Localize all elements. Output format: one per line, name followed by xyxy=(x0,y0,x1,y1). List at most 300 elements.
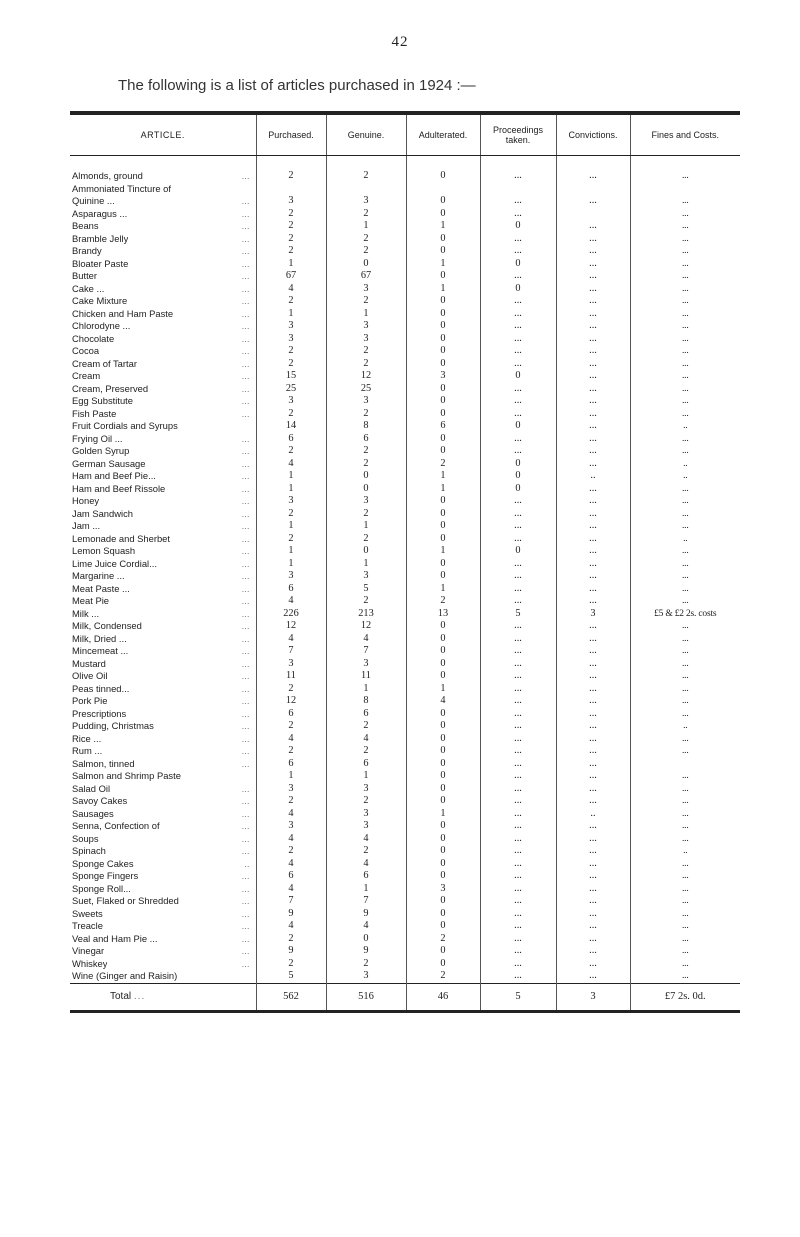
cell-proceedings: ... xyxy=(480,533,556,546)
cell-fines: ... xyxy=(630,595,740,608)
cell-adulterated: 1 xyxy=(406,220,480,233)
cell-fines: ... xyxy=(630,495,740,508)
cell-proceedings: ... xyxy=(480,445,556,458)
table-row xyxy=(70,420,740,433)
total-dots: ... xyxy=(133,991,146,1002)
cell-fines: ... xyxy=(630,270,740,283)
cell-fines: ... xyxy=(630,295,740,308)
total-convictions: 3 xyxy=(556,983,630,1011)
cell-proceedings: ... xyxy=(480,708,556,721)
article-label: Salmon and Shrimp Paste xyxy=(72,770,181,781)
cell-convictions: ... xyxy=(556,320,630,333)
article-leader-dots: ... xyxy=(241,395,250,406)
cell-convictions: ... xyxy=(556,883,630,896)
header-spacer-row xyxy=(70,156,740,171)
article-leader-dots: ... xyxy=(241,645,250,656)
article-label: Rum ... xyxy=(72,745,103,756)
article-leader-dots: ... xyxy=(241,307,250,319)
cell-fines: ... xyxy=(630,833,740,846)
cell-article xyxy=(70,658,256,671)
article-name-wrap xyxy=(72,545,254,558)
article-label: Savoy Cakes xyxy=(72,795,128,806)
article-label: Bloater Paste xyxy=(72,257,129,269)
article-leader-dots: ... xyxy=(241,782,250,794)
cell-proceedings: ... xyxy=(480,358,556,371)
cell-purchased: 4 xyxy=(256,283,326,296)
table-row xyxy=(70,745,740,758)
table-row xyxy=(70,708,740,721)
cell-genuine: 2 xyxy=(326,295,406,308)
cell-adulterated: 0 xyxy=(406,383,480,396)
table-row xyxy=(70,783,740,796)
cell-proceedings: ... xyxy=(480,683,556,696)
table-row xyxy=(70,333,740,346)
article-leader-dots: ... xyxy=(241,245,250,256)
cell-article xyxy=(70,595,256,608)
cell-proceedings: 5 xyxy=(480,608,556,621)
cell-adulterated: 0 xyxy=(406,858,480,871)
article-leader-dots: ... xyxy=(241,532,250,544)
article-name-wrap xyxy=(72,620,254,633)
article-name-wrap xyxy=(72,308,254,321)
total-label-cell xyxy=(70,983,256,1011)
article-label: Lemon Squash xyxy=(72,545,136,556)
article-name-wrap xyxy=(72,833,254,846)
cell-proceedings: ... xyxy=(480,195,556,208)
cell-genuine: 11 xyxy=(326,670,406,683)
cell-convictions: ... xyxy=(556,495,630,508)
table-row xyxy=(70,320,740,333)
article-name-wrap xyxy=(72,520,254,533)
cell-adulterated: 0 xyxy=(406,270,480,283)
article-leader-dots: ... xyxy=(241,432,250,444)
cell-genuine: 12 xyxy=(326,620,406,633)
cell-fines: ... xyxy=(630,620,740,633)
article-leader-dots: ... xyxy=(241,695,250,706)
cell-genuine: 4 xyxy=(326,833,406,846)
article-name-wrap xyxy=(72,383,254,396)
cell-fines: .. xyxy=(630,420,740,433)
article-label: Margarine ... xyxy=(72,570,125,581)
article-leader-dots: ... xyxy=(241,720,250,731)
cell-adulterated: 0 xyxy=(406,295,480,308)
col-header-purchased: Purchased. xyxy=(256,115,326,156)
cell-purchased: 6 xyxy=(256,583,326,596)
table-row xyxy=(70,383,740,396)
cell-purchased: 2 xyxy=(256,345,326,358)
cell-proceedings: ... xyxy=(480,858,556,871)
cell-purchased: 67 xyxy=(256,270,326,283)
article-label: Beans xyxy=(72,220,99,231)
cell-fines: ... xyxy=(630,658,740,671)
cell-article xyxy=(70,170,256,183)
cell-adulterated: 0 xyxy=(406,845,480,858)
cell-genuine: 4 xyxy=(326,633,406,646)
article-leader-dots: ... xyxy=(241,732,250,744)
article-leader-dots: ... xyxy=(241,607,250,619)
table-row xyxy=(70,808,740,821)
article-name-wrap xyxy=(72,933,254,946)
cell-purchased: 1 xyxy=(256,258,326,271)
cell-convictions: 3 xyxy=(556,608,630,621)
table-row xyxy=(70,220,740,233)
article-name-wrap xyxy=(72,183,254,196)
cell-proceedings: ... xyxy=(480,733,556,746)
cell-fines: ... xyxy=(630,233,740,246)
article-label: Fruit Cordials and Syrups xyxy=(72,420,178,431)
cell-adulterated: 0 xyxy=(406,558,480,571)
cell-convictions: ... xyxy=(556,583,630,596)
cell-genuine: 5 xyxy=(326,583,406,596)
cell-adulterated: 0 xyxy=(406,733,480,746)
cell-fines: ... xyxy=(630,483,740,496)
cell-fines: ... xyxy=(630,283,740,296)
table-row xyxy=(70,633,740,646)
cell-article xyxy=(70,295,256,308)
article-label: Asparagus ... xyxy=(72,207,128,219)
cell-purchased: 226 xyxy=(256,608,326,621)
cell-purchased: 4 xyxy=(256,595,326,608)
cell-adulterated: 0 xyxy=(406,495,480,508)
total-label: Total xyxy=(110,991,132,1002)
cell-genuine: 2 xyxy=(326,358,406,371)
article-name-wrap xyxy=(72,370,254,383)
cell-adulterated: 0 xyxy=(406,920,480,933)
cell-purchased: 1 xyxy=(256,308,326,321)
cell-adulterated: 0 xyxy=(406,620,480,633)
cell-adulterated: 0 xyxy=(406,433,480,446)
cell-convictions: ... xyxy=(556,295,630,308)
cell-proceedings: ... xyxy=(480,783,556,796)
cell-article xyxy=(70,333,256,346)
cell-proceedings: ... xyxy=(480,633,556,646)
table-row xyxy=(70,283,740,296)
cell-article xyxy=(70,633,256,646)
cell-article xyxy=(70,420,256,433)
cell-proceedings: ... xyxy=(480,883,556,896)
cell-adulterated: 0 xyxy=(406,958,480,971)
cell-purchased: 6 xyxy=(256,708,326,721)
cell-purchased: 2 xyxy=(256,220,326,233)
cell-purchased: 14 xyxy=(256,420,326,433)
cell-proceedings: ... xyxy=(480,758,556,771)
cell-genuine: 2 xyxy=(326,595,406,608)
cell-genuine: 2 xyxy=(326,745,406,758)
table-row xyxy=(70,483,740,496)
article-label: Lemonade and Sherbet xyxy=(72,532,170,544)
cell-article xyxy=(70,920,256,933)
cell-proceedings: ... xyxy=(480,870,556,883)
article-name-wrap xyxy=(72,645,254,658)
cell-article xyxy=(70,858,256,871)
cell-convictions: ... xyxy=(556,195,630,208)
article-label: Ammoniated Tincture of xyxy=(72,182,172,194)
cell-adulterated: 0 xyxy=(406,508,480,521)
cell-purchased: 3 xyxy=(256,320,326,333)
cell-purchased: 4 xyxy=(256,883,326,896)
article-leader-dots: ... xyxy=(241,557,250,569)
cell-purchased: 2 xyxy=(256,795,326,808)
cell-proceedings: ... xyxy=(480,333,556,346)
cell-article xyxy=(70,620,256,633)
cell-fines: ... xyxy=(630,370,740,383)
cell-adulterated: 1 xyxy=(406,258,480,271)
table-row xyxy=(70,720,740,733)
cell-purchased: 6 xyxy=(256,870,326,883)
cell-fines: ... xyxy=(630,558,740,571)
cell-purchased: 12 xyxy=(256,620,326,633)
cell-adulterated: 0 xyxy=(406,745,480,758)
cell-purchased: 2 xyxy=(256,533,326,546)
cell-convictions: ... xyxy=(556,270,630,283)
cell-convictions: ... xyxy=(556,333,630,346)
cell-purchased: 4 xyxy=(256,633,326,646)
article-label: Rice ... xyxy=(72,732,102,744)
cell-proceedings: ... xyxy=(480,408,556,421)
article-label: Meat Pie xyxy=(72,595,109,606)
table-row xyxy=(70,508,740,521)
cell-adulterated: 0 xyxy=(406,233,480,246)
article-label: Sweets xyxy=(72,907,103,919)
article-name-wrap xyxy=(72,283,254,296)
cell-proceedings: ... xyxy=(480,233,556,246)
col-header-adulterated: Adulterated. xyxy=(406,115,480,156)
cell-fines: ... xyxy=(630,708,740,721)
cell-adulterated: 0 xyxy=(406,783,480,796)
cell-convictions: ... xyxy=(556,383,630,396)
table-row xyxy=(70,195,740,208)
cell-article xyxy=(70,808,256,821)
article-leader-dots xyxy=(250,183,254,196)
cell-genuine: 2 xyxy=(326,458,406,471)
article-name-wrap xyxy=(72,845,254,858)
cell-fines: ... xyxy=(630,245,740,258)
cell-fines: ... xyxy=(630,683,740,696)
cell-purchased: 2 xyxy=(256,683,326,696)
article-name-wrap xyxy=(72,470,254,483)
cell-genuine: 1 xyxy=(326,220,406,233)
table-row xyxy=(70,758,740,771)
cell-genuine: 0 xyxy=(326,545,406,558)
article-leader-dots: ... xyxy=(241,207,250,219)
article-leader-dots: ... xyxy=(241,370,250,381)
table-row xyxy=(70,470,740,483)
cell-fines: .. xyxy=(630,458,740,471)
cell-adulterated: 0 xyxy=(406,395,480,408)
cell-article xyxy=(70,583,256,596)
cell-genuine: 1 xyxy=(326,558,406,571)
cell-convictions: ... xyxy=(556,170,630,183)
cell-article xyxy=(70,733,256,746)
article-label: Golden Syrup xyxy=(72,445,130,456)
cell-genuine: 3 xyxy=(326,808,406,821)
cell-fines: .. xyxy=(630,533,740,546)
article-name-wrap xyxy=(72,633,254,646)
article-leader-dots: ... xyxy=(241,882,250,894)
cell-genuine: 3 xyxy=(326,195,406,208)
cell-fines: ... xyxy=(630,870,740,883)
article-label: Suet, Flaked or Shredded xyxy=(72,895,179,906)
cell-purchased: 3 xyxy=(256,333,326,346)
cell-genuine: 3 xyxy=(326,570,406,583)
cell-article xyxy=(70,433,256,446)
article-leader-dots: ... xyxy=(241,332,250,344)
article-name-wrap xyxy=(72,920,254,933)
article-name-wrap xyxy=(72,420,254,433)
cell-fines: ... xyxy=(630,520,740,533)
cell-convictions: ... xyxy=(556,220,630,233)
article-label: Cake ... xyxy=(72,282,105,294)
cell-purchased: 2 xyxy=(256,933,326,946)
article-name-wrap xyxy=(72,733,254,746)
cell-genuine: 1 xyxy=(326,883,406,896)
cell-adulterated: 0 xyxy=(406,770,480,783)
cell-adulterated: 0 xyxy=(406,208,480,221)
cell-purchased: 2 xyxy=(256,745,326,758)
cell-article xyxy=(70,883,256,896)
cell-proceedings: 0 xyxy=(480,420,556,433)
table-row xyxy=(70,970,740,983)
cell-fines: ... xyxy=(630,320,740,333)
cell-fines: ... xyxy=(630,933,740,946)
cell-convictions: ... xyxy=(556,708,630,721)
cell-proceedings: ... xyxy=(480,958,556,971)
article-name-wrap xyxy=(72,570,254,583)
article-label: Salad Oil xyxy=(72,782,111,794)
article-leader-dots: ... xyxy=(241,845,250,856)
cell-adulterated: 1 xyxy=(406,808,480,821)
cell-proceedings: ... xyxy=(480,558,556,571)
article-label: Prescriptions xyxy=(72,707,127,719)
cell-convictions: ... xyxy=(556,245,630,258)
article-leader-dots: ... xyxy=(241,482,250,494)
article-label: Ham and Beef Pie... xyxy=(72,470,156,481)
article-leader-dots: ... xyxy=(241,920,250,931)
cell-adulterated xyxy=(406,183,480,196)
article-label: Senna, Confection of xyxy=(72,820,160,831)
cell-article xyxy=(70,570,256,583)
article-label: Jam Sandwich xyxy=(72,507,133,519)
table-row xyxy=(70,570,740,583)
article-leader-dots: ... xyxy=(241,707,250,719)
article-leader-dots: ... xyxy=(241,170,250,181)
article-leader-dots: ... xyxy=(241,870,250,881)
cell-genuine: 2 xyxy=(326,533,406,546)
article-name-wrap xyxy=(72,458,254,471)
article-label: Mincemeat ... xyxy=(72,645,129,656)
cell-convictions: ... xyxy=(556,783,630,796)
cell-fines: ... xyxy=(630,733,740,746)
cell-adulterated: 0 xyxy=(406,408,480,421)
article-name-wrap xyxy=(72,858,254,871)
cell-article xyxy=(70,283,256,296)
cell-adulterated: 0 xyxy=(406,645,480,658)
article-label: Olive Oil xyxy=(72,670,108,681)
cell-genuine: 6 xyxy=(326,758,406,771)
cell-convictions: ... xyxy=(556,820,630,833)
cell-purchased: 6 xyxy=(256,758,326,771)
article-name-wrap xyxy=(72,170,254,183)
cell-adulterated: 13 xyxy=(406,608,480,621)
article-name-wrap xyxy=(72,320,254,333)
cell-fines: .. xyxy=(630,845,740,858)
cell-purchased: 2 xyxy=(256,845,326,858)
article-label: Cream of Tartar xyxy=(72,357,137,369)
cell-article xyxy=(70,720,256,733)
cell-genuine: 2 xyxy=(326,720,406,733)
cell-article xyxy=(70,670,256,683)
cell-adulterated: 2 xyxy=(406,458,480,471)
cell-article xyxy=(70,933,256,946)
table-row xyxy=(70,695,740,708)
cell-genuine: 3 xyxy=(326,283,406,296)
cell-fines: ... xyxy=(630,745,740,758)
table-row xyxy=(70,583,740,596)
cell-fines: ... xyxy=(630,220,740,233)
cell-article xyxy=(70,758,256,771)
cell-adulterated: 0 xyxy=(406,870,480,883)
cell-convictions: ... xyxy=(556,745,630,758)
cell-convictions: ... xyxy=(556,833,630,846)
cell-article xyxy=(70,395,256,408)
article-leader-dots: ... xyxy=(241,682,250,694)
cell-purchased: 25 xyxy=(256,383,326,396)
table-row xyxy=(70,945,740,958)
cell-purchased: 2 xyxy=(256,233,326,246)
cell-adulterated: 0 xyxy=(406,195,480,208)
cell-proceedings: 0 xyxy=(480,220,556,233)
cell-fines xyxy=(630,758,740,771)
article-leader-dots: ... xyxy=(241,382,250,394)
article-label: Chlorodyne ... xyxy=(72,320,131,331)
article-label: Milk, Dried ... xyxy=(72,632,127,644)
cell-genuine: 3 xyxy=(326,495,406,508)
cell-article xyxy=(70,783,256,796)
article-leader-dots: ... xyxy=(241,295,250,306)
article-label: Vinegar xyxy=(72,945,105,956)
article-name-wrap xyxy=(72,508,254,521)
cell-genuine: 2 xyxy=(326,845,406,858)
cell-adulterated: 0 xyxy=(406,720,480,733)
cell-adulterated: 0 xyxy=(406,445,480,458)
cell-convictions: ... xyxy=(556,570,630,583)
cell-adulterated: 1 xyxy=(406,470,480,483)
article-leader-dots: ... xyxy=(241,220,250,231)
table-row xyxy=(70,458,740,471)
article-label: Sausages xyxy=(72,807,114,819)
article-label: Ham and Beef Rissole xyxy=(72,482,166,494)
cell-convictions: .. xyxy=(556,808,630,821)
cell-purchased: 3 xyxy=(256,820,326,833)
article-name-wrap xyxy=(72,795,254,808)
cell-genuine: 2 xyxy=(326,445,406,458)
article-leader-dots: ... xyxy=(241,832,250,844)
cell-proceedings: ... xyxy=(480,808,556,821)
table-row xyxy=(70,345,740,358)
article-leader-dots: ... xyxy=(241,257,250,269)
cell-article xyxy=(70,245,256,258)
cell-proceedings: ... xyxy=(480,520,556,533)
cell-convictions: ... xyxy=(556,408,630,421)
cell-proceedings: ... xyxy=(480,833,556,846)
cell-purchased: 4 xyxy=(256,733,326,746)
article-leader-dots: ... xyxy=(241,270,250,281)
cell-article xyxy=(70,958,256,971)
article-leader-dots: ... xyxy=(241,232,250,244)
cell-genuine: 2 xyxy=(326,958,406,971)
cell-convictions: ... xyxy=(556,733,630,746)
cell-convictions: ... xyxy=(556,483,630,496)
